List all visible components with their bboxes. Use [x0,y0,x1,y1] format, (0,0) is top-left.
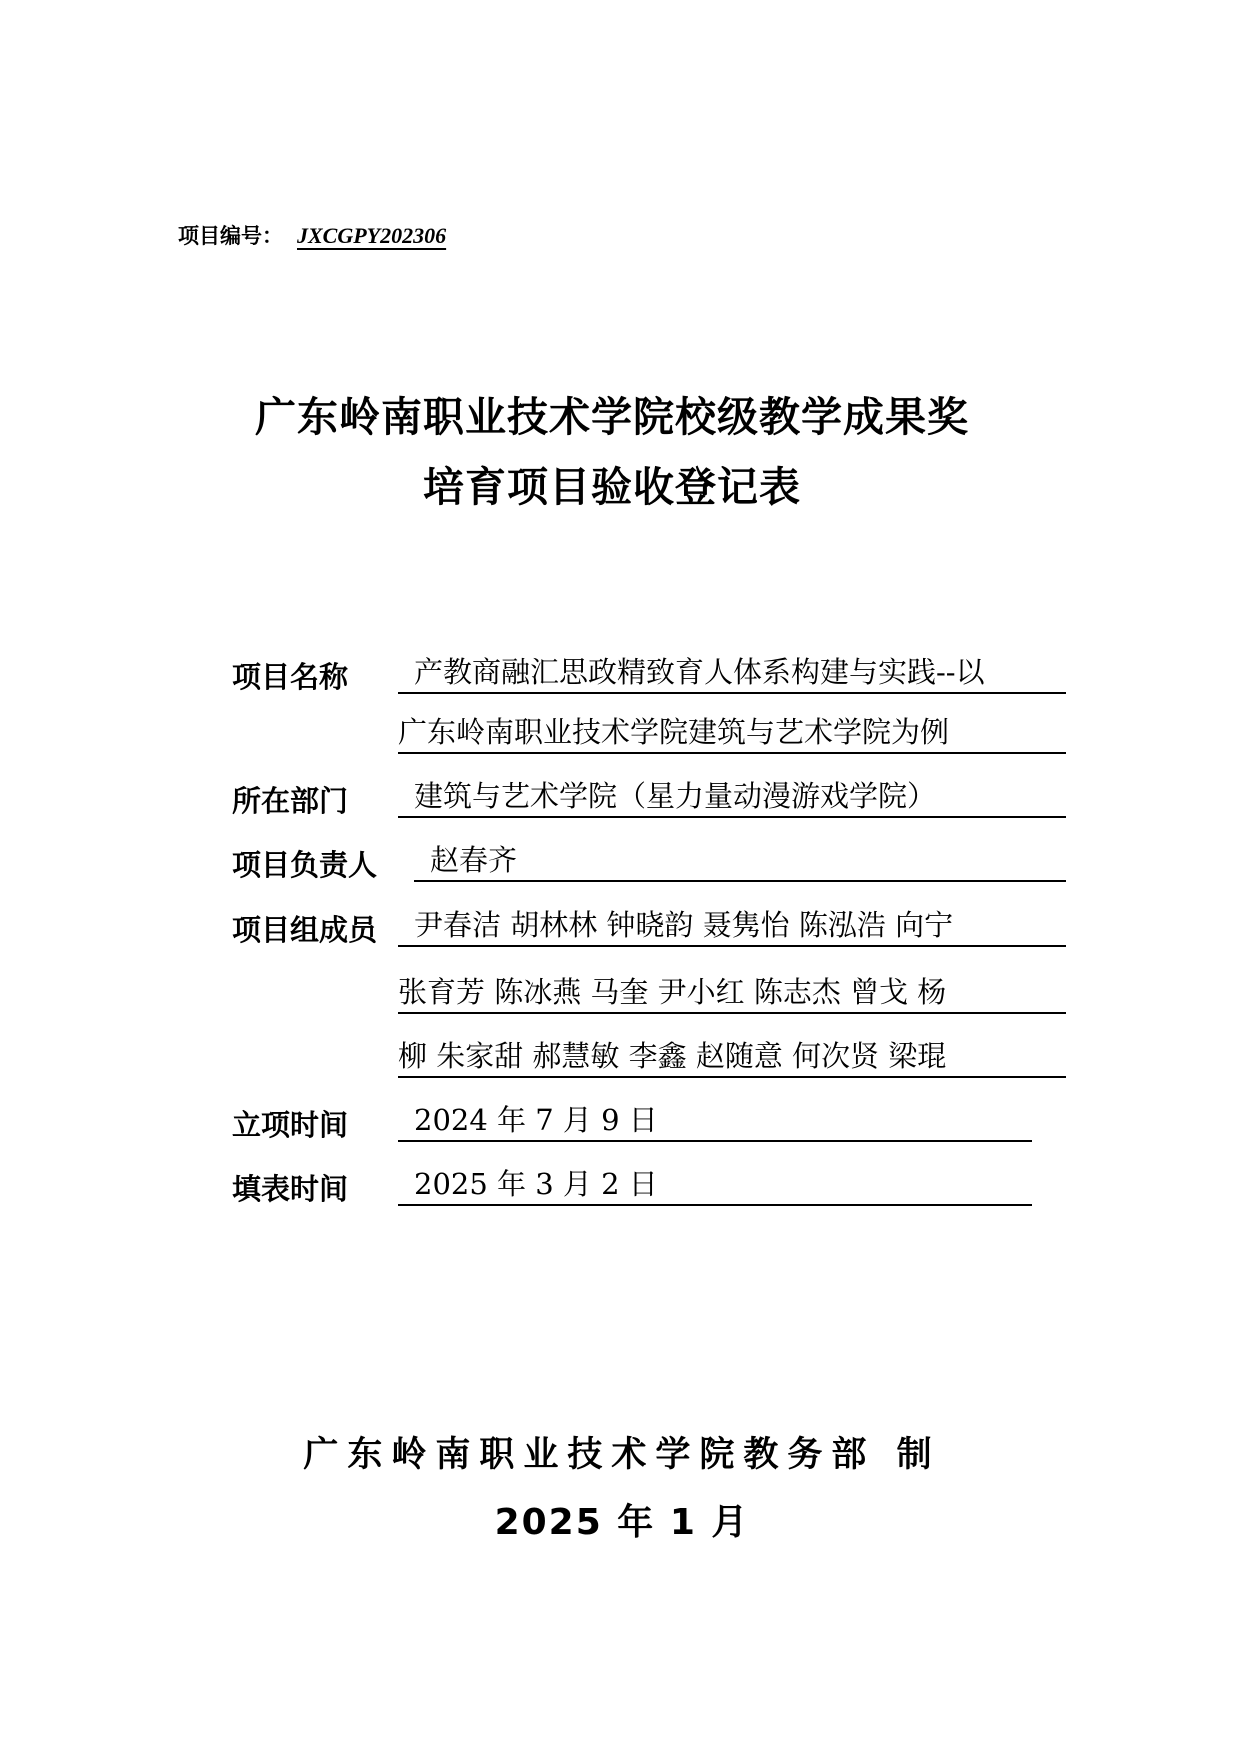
start-date-line [398,1100,1032,1142]
start-date-label: 立项时间 [232,1108,349,1142]
members-value-line1: 尹春洁 胡林林 钟晓韵 聂隽怡 陈泓浩 向宁 [414,908,954,942]
fill-date-value: 2025 年 3 月 2 日 [414,1167,658,1201]
department-label: 所在部门 [232,784,349,818]
members-line3 [398,1036,1066,1078]
start-date-value: 2024 年 7 月 9 日 [414,1103,658,1137]
leader-value: 赵春齐 [430,843,518,877]
project-number-value: JXCGPY202306 [297,223,447,248]
leader-line [414,840,1066,882]
project-name-line2 [398,712,1066,754]
issuing-organization: 广东岭南职业技术学院教务部 制 [303,1435,941,1475]
project-name-value-line2: 广东岭南职业技术学院建筑与艺术学院为例 [398,715,950,749]
project-name-value-line1: 产教商融汇思政精致育人体系构建与实践--以 [414,655,985,689]
fill-date-label: 填表时间 [232,1172,349,1206]
members-line2 [398,972,1066,1014]
fill-date-line [398,1164,1032,1206]
leader-label: 项目负责人 [232,848,378,882]
project-name-line1 [398,652,1066,694]
department-line [398,776,1066,818]
issue-date: 2025 年 1 月 [494,1502,750,1543]
document-title-line1: 广东岭南职业技术学院校级教学成果奖 [255,393,969,441]
project-number [178,220,464,250]
department-value: 建筑与艺术学院（星力量动漫游戏学院） [414,779,937,813]
project-name-label: 项目名称 [232,660,349,694]
members-value-line3: 柳 朱家甜 郝慧敏 李鑫 赵随意 何次贤 梁琨 [398,1039,947,1073]
project-number-label: 项目编号： [178,224,283,248]
members-line1 [398,905,1066,947]
members-label: 项目组成员 [232,913,378,947]
document-title-line2: 培育项目验收登记表 [423,463,801,511]
members-value-line2: 张育芳 陈冰燕 马奎 尹小红 陈志杰 曾戈 杨 [398,975,947,1009]
